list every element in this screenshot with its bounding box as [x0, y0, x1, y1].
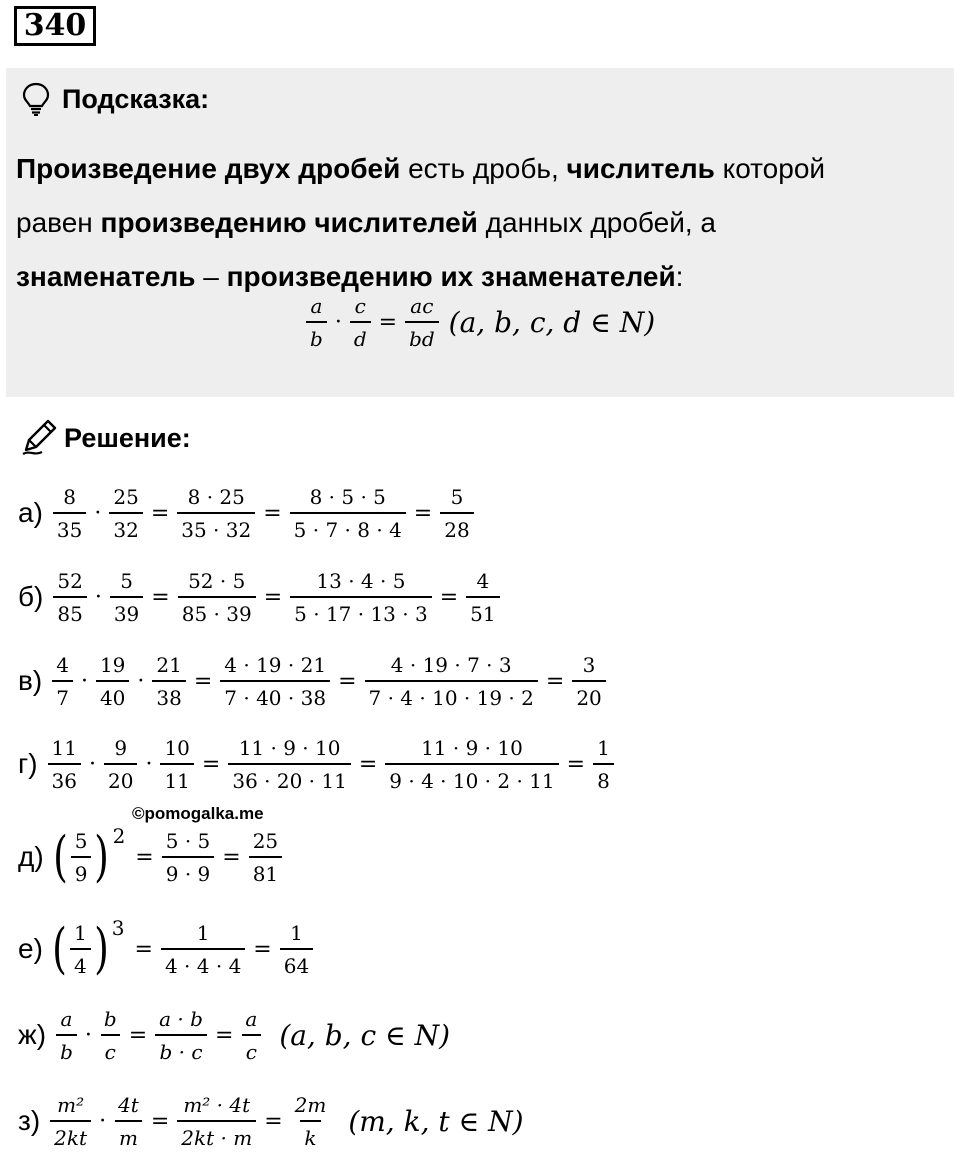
operator: = [439, 584, 459, 610]
watermark: ©pomogalka.me [132, 804, 264, 823]
denominator: b [56, 1034, 77, 1064]
denominator: 39 [110, 596, 143, 626]
fraction [593, 736, 614, 793]
fraction [241, 1007, 261, 1064]
solution-item-b [18, 562, 504, 632]
fraction [385, 736, 558, 793]
hint-text-plain: данных дробей, а [477, 207, 716, 238]
operator: = [545, 668, 565, 694]
fraction [53, 569, 86, 626]
denominator: 36 · 20 · 11 [228, 763, 351, 793]
denominator: 85 · 39 [178, 596, 256, 626]
denominator: k [300, 1120, 320, 1150]
denominator: 20 [572, 680, 605, 710]
fraction [162, 829, 215, 886]
fraction [228, 736, 351, 793]
numerator: 8 · 25 [187, 484, 245, 509]
denominator: 11 [160, 763, 193, 793]
denominator: 51 [466, 596, 499, 626]
fraction [350, 294, 371, 351]
denominator: 7 [52, 680, 73, 710]
numerator: 5 [74, 828, 88, 853]
operator: = [263, 500, 282, 526]
operator: = [358, 751, 378, 777]
solution-item-g [18, 729, 618, 799]
numerator: 4t [118, 1092, 139, 1117]
numerator: 1 [290, 920, 303, 945]
denominator: bd [405, 321, 439, 351]
denominator: 28 [440, 512, 473, 542]
solution-item-z [18, 1086, 524, 1156]
fraction [291, 1093, 331, 1150]
hint-text [16, 142, 946, 304]
numerator: 10 [164, 735, 190, 760]
numerator: 8 · 5 · 5 [309, 484, 386, 509]
operator: = [214, 1022, 234, 1048]
numerator: 1 [73, 920, 87, 945]
hint-text-bold: произведению их знаменателей [226, 261, 676, 292]
operator: · [94, 500, 102, 526]
pencil-icon [18, 418, 58, 458]
numerator: 4 [56, 652, 69, 677]
fraction [70, 921, 91, 978]
numerator: b [103, 1006, 117, 1031]
item-label: в) [18, 665, 43, 696]
fraction [440, 485, 473, 542]
solution-title: Решение: [64, 422, 191, 453]
numerator: 4 · 19 · 21 [224, 652, 327, 677]
fraction [220, 653, 330, 710]
denominator: 85 [53, 596, 86, 626]
hint-header [20, 82, 209, 116]
solution-item-e [18, 914, 317, 984]
numerator: 21 [156, 652, 182, 677]
denominator: 20 [104, 763, 137, 793]
operator: = [134, 936, 153, 962]
operator: · [89, 751, 96, 777]
operator: = [150, 1108, 170, 1134]
hint-formula [302, 290, 655, 354]
operator: = [222, 844, 241, 870]
denominator: 38 [152, 680, 185, 710]
fraction [178, 569, 256, 626]
numerator: a · b [159, 1006, 203, 1031]
hint-panel [6, 68, 954, 397]
denominator: d [350, 321, 371, 351]
solution-item-v [18, 646, 610, 716]
condition: (m, k, t ∈ N) [348, 1104, 524, 1138]
item-label: б) [18, 581, 44, 612]
item-label: з) [18, 1105, 41, 1136]
numerator: 11 [51, 735, 77, 760]
problem-number: 340 [14, 6, 96, 46]
operator: · [334, 309, 342, 335]
operator: = [151, 584, 170, 610]
denominator: 7 · 4 · 10 · 19 · 2 [365, 680, 538, 710]
operator: = [413, 500, 433, 526]
fraction [155, 1007, 207, 1064]
numerator: 9 [114, 735, 128, 760]
hint-text-plain: равен [16, 207, 101, 238]
fraction [104, 736, 137, 793]
hint-text-plain: есть дробь, [400, 153, 567, 184]
operator: = [193, 668, 213, 694]
numerator: 25 [252, 828, 279, 853]
fraction [96, 653, 129, 710]
fraction [466, 569, 499, 626]
fraction [365, 653, 538, 710]
operator: · [99, 1108, 107, 1134]
item-label: г) [18, 748, 38, 779]
fraction [100, 1007, 121, 1064]
fraction [53, 485, 86, 542]
condition: (a, b, c ∈ N) [279, 1018, 451, 1052]
denominator: b [306, 321, 327, 351]
fraction [161, 921, 245, 978]
denominator: 4 · 4 · 4 [161, 948, 245, 978]
denominator: 35 [53, 512, 86, 542]
item-label: а) [18, 497, 43, 528]
solution-item-a [18, 478, 478, 548]
hint-text-plain: : [675, 261, 684, 292]
fraction [152, 653, 185, 710]
left-paren: ( [52, 917, 67, 980]
operator: = [378, 309, 398, 335]
operator: = [263, 584, 283, 610]
denominator: 81 [249, 856, 282, 886]
solution-header [18, 418, 191, 458]
operator: · [84, 1022, 92, 1048]
denominator: 2kt · m [177, 1120, 256, 1150]
numerator: 1 [196, 920, 210, 945]
denominator: 40 [96, 680, 129, 710]
denominator: 2kt [50, 1120, 91, 1150]
lightbulb-icon [20, 82, 52, 116]
fraction [50, 1093, 91, 1150]
condition: (a, b, c, d ∈ N) [448, 305, 656, 339]
numerator: 5 [120, 568, 133, 593]
exponent: 2 [112, 824, 126, 848]
denominator: 9 [71, 856, 92, 886]
numerator: 19 [99, 652, 126, 677]
fraction [405, 294, 439, 351]
fraction [71, 829, 92, 886]
left-paren: ( [52, 825, 68, 888]
hint-text-plain: которой [714, 153, 826, 184]
item-label: д) [18, 841, 44, 872]
operator: = [201, 751, 221, 777]
fraction [114, 1093, 143, 1150]
item-label: ж) [18, 1019, 47, 1050]
operator: · [137, 668, 145, 694]
denominator: m [115, 1120, 142, 1150]
denominator: 7 · 40 · 38 [220, 680, 330, 710]
fraction [572, 653, 605, 710]
operator: · [94, 584, 102, 610]
hint-text-bold: знаменатель [16, 261, 196, 292]
solution-item-d [18, 822, 286, 892]
fraction [290, 569, 432, 626]
denominator: 32 [109, 512, 142, 542]
numerator: 8 [63, 484, 76, 509]
numerator: c [354, 293, 366, 318]
denominator: c [242, 1034, 261, 1064]
hint-text-bold: Произведение двух дробей [16, 153, 401, 184]
hint-text-plain: – [195, 261, 227, 292]
fraction [177, 1093, 256, 1150]
operator: = [566, 751, 586, 777]
numerator: ac [410, 293, 434, 318]
numerator: 1 [597, 735, 610, 760]
denominator: 5 · 17 · 13 · 3 [290, 596, 432, 626]
fraction [249, 829, 282, 886]
numerator: 5 [450, 484, 464, 509]
numerator: 13 · 4 · 5 [316, 568, 406, 593]
numerator: a [245, 1006, 258, 1031]
numerator: 3 [582, 652, 596, 677]
numerator: m² [57, 1092, 85, 1117]
numerator: a [310, 293, 323, 318]
fraction [177, 485, 255, 542]
numerator: 2m [294, 1092, 327, 1117]
item-label: е) [18, 933, 43, 964]
denominator: 5 · 7 · 8 · 4 [290, 512, 406, 542]
fraction [110, 569, 143, 626]
numerator: a [60, 1006, 73, 1031]
solution-item-zh [18, 1000, 450, 1070]
operator: · [80, 668, 88, 694]
fraction [109, 485, 142, 542]
operator: = [150, 500, 170, 526]
operator: = [253, 936, 272, 962]
denominator: 4 [70, 948, 91, 978]
hint-title: Подсказка: [62, 83, 210, 114]
denominator: 36 [48, 763, 81, 793]
operator: = [128, 1022, 148, 1048]
denominator: 8 [593, 763, 614, 793]
denominator: 35 · 32 [177, 512, 255, 542]
fraction [160, 736, 193, 793]
operator: = [264, 1108, 283, 1134]
hint-text-bold: произведению числителей [100, 207, 478, 238]
fraction [306, 294, 327, 351]
denominator: b · c [155, 1034, 206, 1064]
right-paren: ) [93, 917, 109, 980]
operator: = [338, 668, 357, 694]
denominator: c [101, 1034, 120, 1064]
numerator: 4 [476, 568, 490, 593]
denominator: 9 · 9 [162, 856, 215, 886]
denominator: 64 [280, 948, 313, 978]
numerator: 4 · 19 · 7 · 3 [390, 652, 512, 677]
denominator: 9 · 4 · 10 · 2 · 11 [385, 763, 558, 793]
fraction [290, 485, 406, 542]
numerator: m² · 4t [183, 1092, 251, 1117]
numerator: 52 · 5 [188, 568, 246, 593]
exponent: 3 [111, 916, 125, 940]
numerator: 52 [57, 568, 83, 593]
numerator: 11 · 9 · 10 [238, 735, 341, 760]
numerator: 25 [113, 484, 139, 509]
numerator: 5 · 5 [165, 828, 211, 853]
fraction [280, 921, 313, 978]
fraction [48, 736, 81, 793]
numerator: 11 · 9 · 10 [421, 735, 523, 760]
fraction [56, 1007, 77, 1064]
fraction [52, 653, 73, 710]
operator: = [135, 844, 154, 870]
hint-text-bold: числитель [566, 153, 715, 184]
operator: · [145, 751, 153, 777]
right-paren: ) [94, 825, 110, 888]
